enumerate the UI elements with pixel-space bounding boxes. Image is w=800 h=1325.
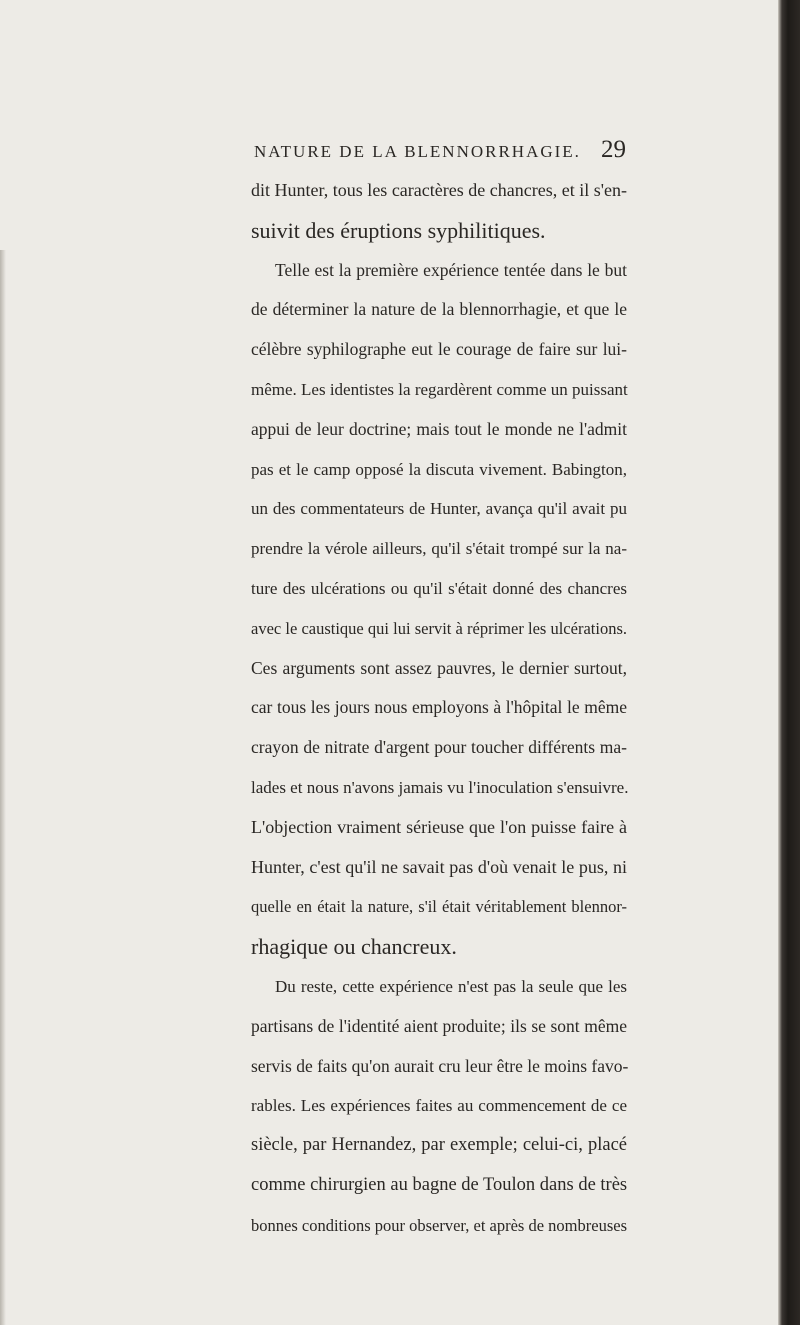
page-number: 29 (601, 136, 626, 163)
body-text (251, 171, 627, 1246)
text-line: avec le caustique qui lui servit à réprimer les ulcérations. (251, 618, 627, 638)
running-head (254, 136, 626, 166)
text-line: Telle est la première expérience tentée dans le but (275, 259, 627, 280)
running-title: NATURE DE LA BLENNORRHAGIE. (254, 142, 581, 161)
text-line: L'objection vraiment sérieuse que l'on puisse faire à (251, 816, 627, 837)
text-line: car tous les jours nous employons à l'hôpital le même (251, 697, 627, 718)
text-line: ture des ulcérations ou qu'il s'était donné des chancres (251, 578, 627, 598)
text-line: Ces arguments sont assez pauvres, le dernier surtout, (251, 657, 627, 678)
text-line: prendre la vérole ailleurs, qu'il s'était trompé sur la na- (251, 539, 627, 559)
text-line: Hunter, c'est qu'il ne savait pas d'où venait le pus, ni (251, 856, 627, 877)
page-edge-shadow (0, 250, 6, 1325)
text-line: lades et nous n'avons jamais vu l'inoculation s'ensuivre. (251, 777, 629, 797)
text-line: siècle, par Hernandez, par exemple; celui-ci, placé (251, 1135, 627, 1156)
text-line: bonnes conditions pour observer, et après de nombreuses (251, 1215, 627, 1235)
text-line: de déterminer la nature de la blennorrhagie, et que le (251, 299, 627, 320)
text-line: même. Les identistes la regardèrent comme un puissant (251, 379, 628, 399)
text-line: rhagique ou chancreux. (251, 934, 457, 960)
text-line: quelle en était la nature, s'il était véritablement blennor- (251, 897, 627, 917)
text-line: rables. Les expériences faites au commencement de ce (251, 1096, 627, 1116)
text-line: pas et le camp opposé la discuta vivement. Babington, (251, 459, 627, 479)
text-line: partisans de l'identité aient produite; ils se sont même (251, 1015, 627, 1036)
text-line: suivit des éruptions syphilitiques. (251, 217, 546, 243)
text-line: appui de leur doctrine; mais tout le monde ne l'admit (251, 418, 627, 439)
book-binding-edge (778, 0, 800, 1325)
text-line: comme chirurgien au bagne de Toulon dans de très (251, 1174, 628, 1195)
text-line: célèbre syphilographe eut le courage de faire sur lui- (251, 339, 627, 360)
text-line: dit Hunter, tous les caractères de chancres, et il s'en- (251, 180, 627, 200)
text-line: crayon de nitrate d'argent pour toucher différents ma- (251, 737, 627, 758)
text-line: servis de faits qu'on aurait cru leur être le moins favo- (251, 1055, 629, 1076)
text-line: un des commentateurs de Hunter, avança qu'il avait pu (251, 499, 627, 519)
text-line: Du reste, cette expérience n'est pas la seule que les (275, 976, 627, 996)
